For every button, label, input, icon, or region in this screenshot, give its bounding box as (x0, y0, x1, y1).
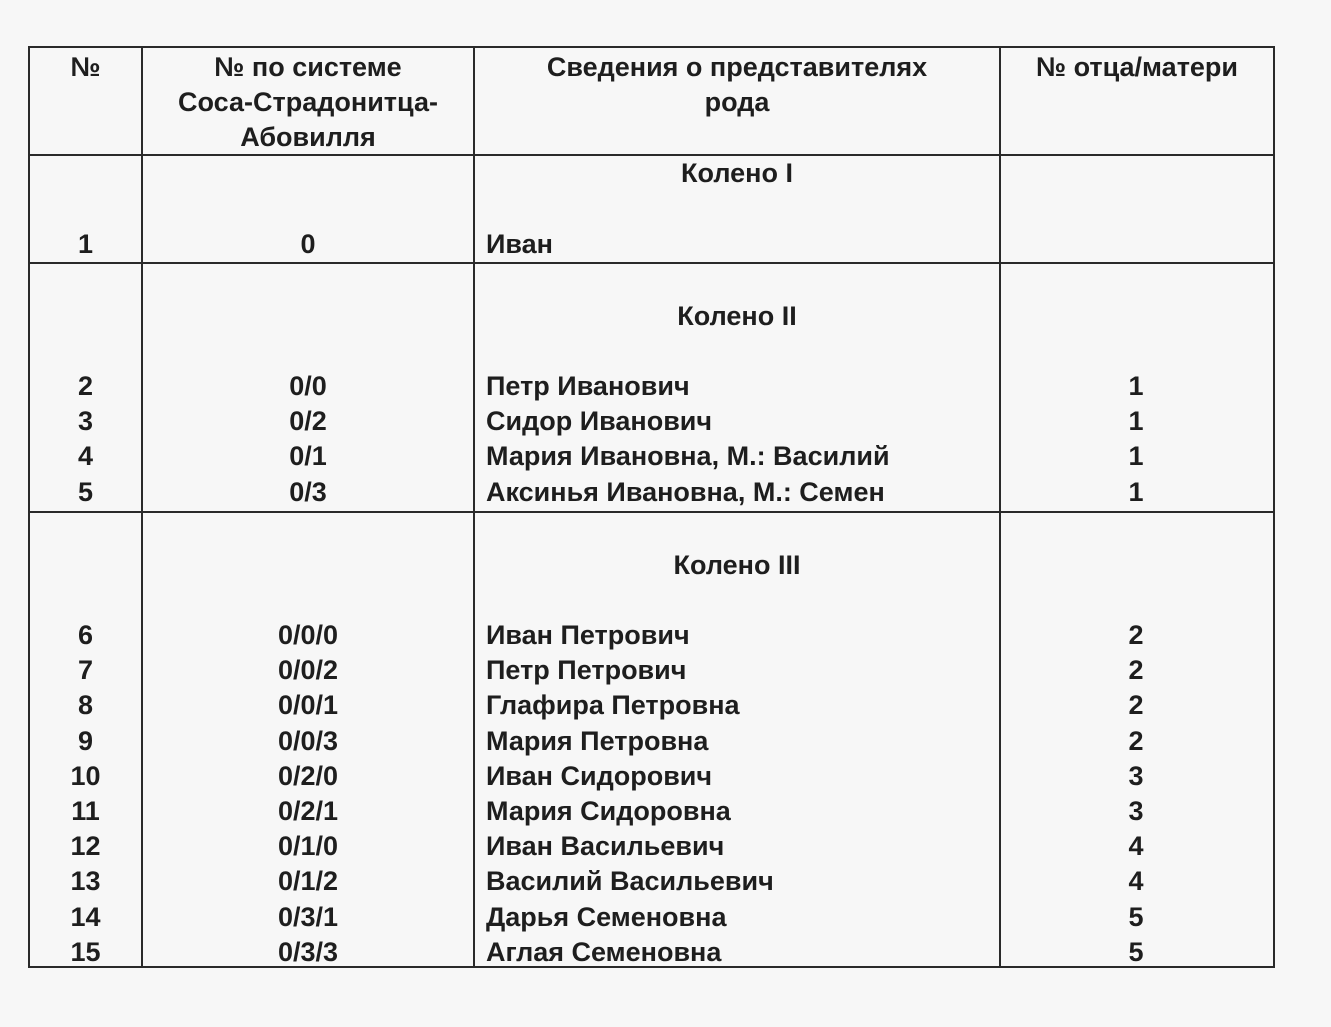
row-parent-number: 1 (1128, 476, 1144, 507)
row-number: 11 (71, 796, 100, 826)
row-name: Петр Иванович (486, 371, 690, 401)
row-name: Мария Ивановна, М.: Василий (486, 441, 890, 472)
header-system: № по системе Соса-Страдонитца- Абовилля (178, 52, 438, 152)
row-name: Дарья Семеновна (486, 901, 727, 932)
row-system-code: 0/2/0 (277, 760, 339, 791)
row-parent-number: 1 (1128, 371, 1144, 401)
row-system-code: 0/3 (289, 476, 327, 507)
row-parent-number: 2 (1128, 655, 1144, 686)
row-system-code: 0/1 (289, 441, 327, 472)
row-name: Иван (486, 229, 553, 259)
row-parent-number: 4 (1128, 866, 1144, 897)
row-system-code: 0 (300, 229, 316, 259)
row-system-code: 0/2/1 (277, 796, 339, 826)
row-name: Петр Петрович (486, 655, 687, 686)
row-parent-number: 4 (1128, 831, 1144, 862)
row-parent-number: 5 (1128, 936, 1144, 967)
row-parent-number: 5 (1128, 901, 1144, 932)
header-info: Сведения о представителях рода (546, 52, 928, 117)
row-parent-number: 3 (1128, 796, 1144, 826)
row-parent-number: 2 (1128, 620, 1144, 650)
row-number: 3 (77, 406, 94, 437)
row-name: Василий Васильевич (486, 866, 774, 897)
row-number: 5 (77, 476, 94, 507)
generation-divider (30, 262, 1273, 264)
row-name: Аглая Семеновна (486, 936, 722, 967)
row-number: 10 (70, 760, 101, 791)
generation-divider (30, 511, 1273, 513)
row-number: 9 (77, 725, 94, 756)
row-parent-number: 2 (1128, 725, 1144, 756)
row-number: 4 (77, 441, 94, 472)
row-number: 1 (77, 229, 94, 259)
row-system-code: 0/1/0 (277, 831, 339, 862)
header-num: № (70, 52, 101, 82)
row-number: 8 (77, 690, 94, 721)
row-number: 14 (70, 901, 101, 932)
row-name: Иван Сидорович (486, 760, 713, 791)
row-parent-number: 2 (1128, 690, 1144, 721)
row-system-code: 0/0/1 (277, 690, 339, 721)
row-system-code: 0/1/2 (277, 866, 339, 897)
row-name: Мария Сидоровна (486, 796, 731, 826)
row-number: 13 (70, 866, 101, 897)
row-parent-number: 1 (1128, 441, 1144, 472)
row-system-code: 0/0/0 (277, 620, 339, 650)
row-system-code: 0/0 (289, 371, 327, 401)
row-number: 15 (70, 936, 101, 967)
row-number: 6 (77, 620, 94, 650)
row-name: Иван Васильевич (486, 831, 725, 862)
row-system-code: 0/0/3 (277, 725, 339, 756)
generation-title: Колено I (681, 158, 793, 188)
row-parent-number: 1 (1128, 406, 1144, 437)
row-number: 7 (77, 655, 94, 686)
header-parent: № отца/матери (1035, 52, 1239, 82)
row-name: Глафира Петровна (486, 690, 740, 721)
row-parent-number: 3 (1128, 760, 1144, 791)
row-system-code: 0/3/3 (277, 936, 339, 967)
row-system-code: 0/3/1 (277, 901, 339, 932)
row-name: Сидор Иванович (486, 406, 713, 437)
row-number: 12 (70, 831, 101, 862)
generation-title: Колено III (673, 550, 801, 580)
generation-title: Колено II (677, 301, 797, 331)
row-number: 2 (77, 371, 94, 401)
row-name: Иван Петрович (486, 620, 690, 650)
row-system-code: 0/2 (289, 406, 327, 437)
row-name: Аксинья Ивановна, М.: Семен (486, 476, 885, 507)
column-divider (999, 48, 1001, 966)
genealogy-table (28, 46, 1275, 968)
row-name: Мария Петровна (486, 725, 709, 756)
row-system-code: 0/0/2 (277, 655, 339, 686)
